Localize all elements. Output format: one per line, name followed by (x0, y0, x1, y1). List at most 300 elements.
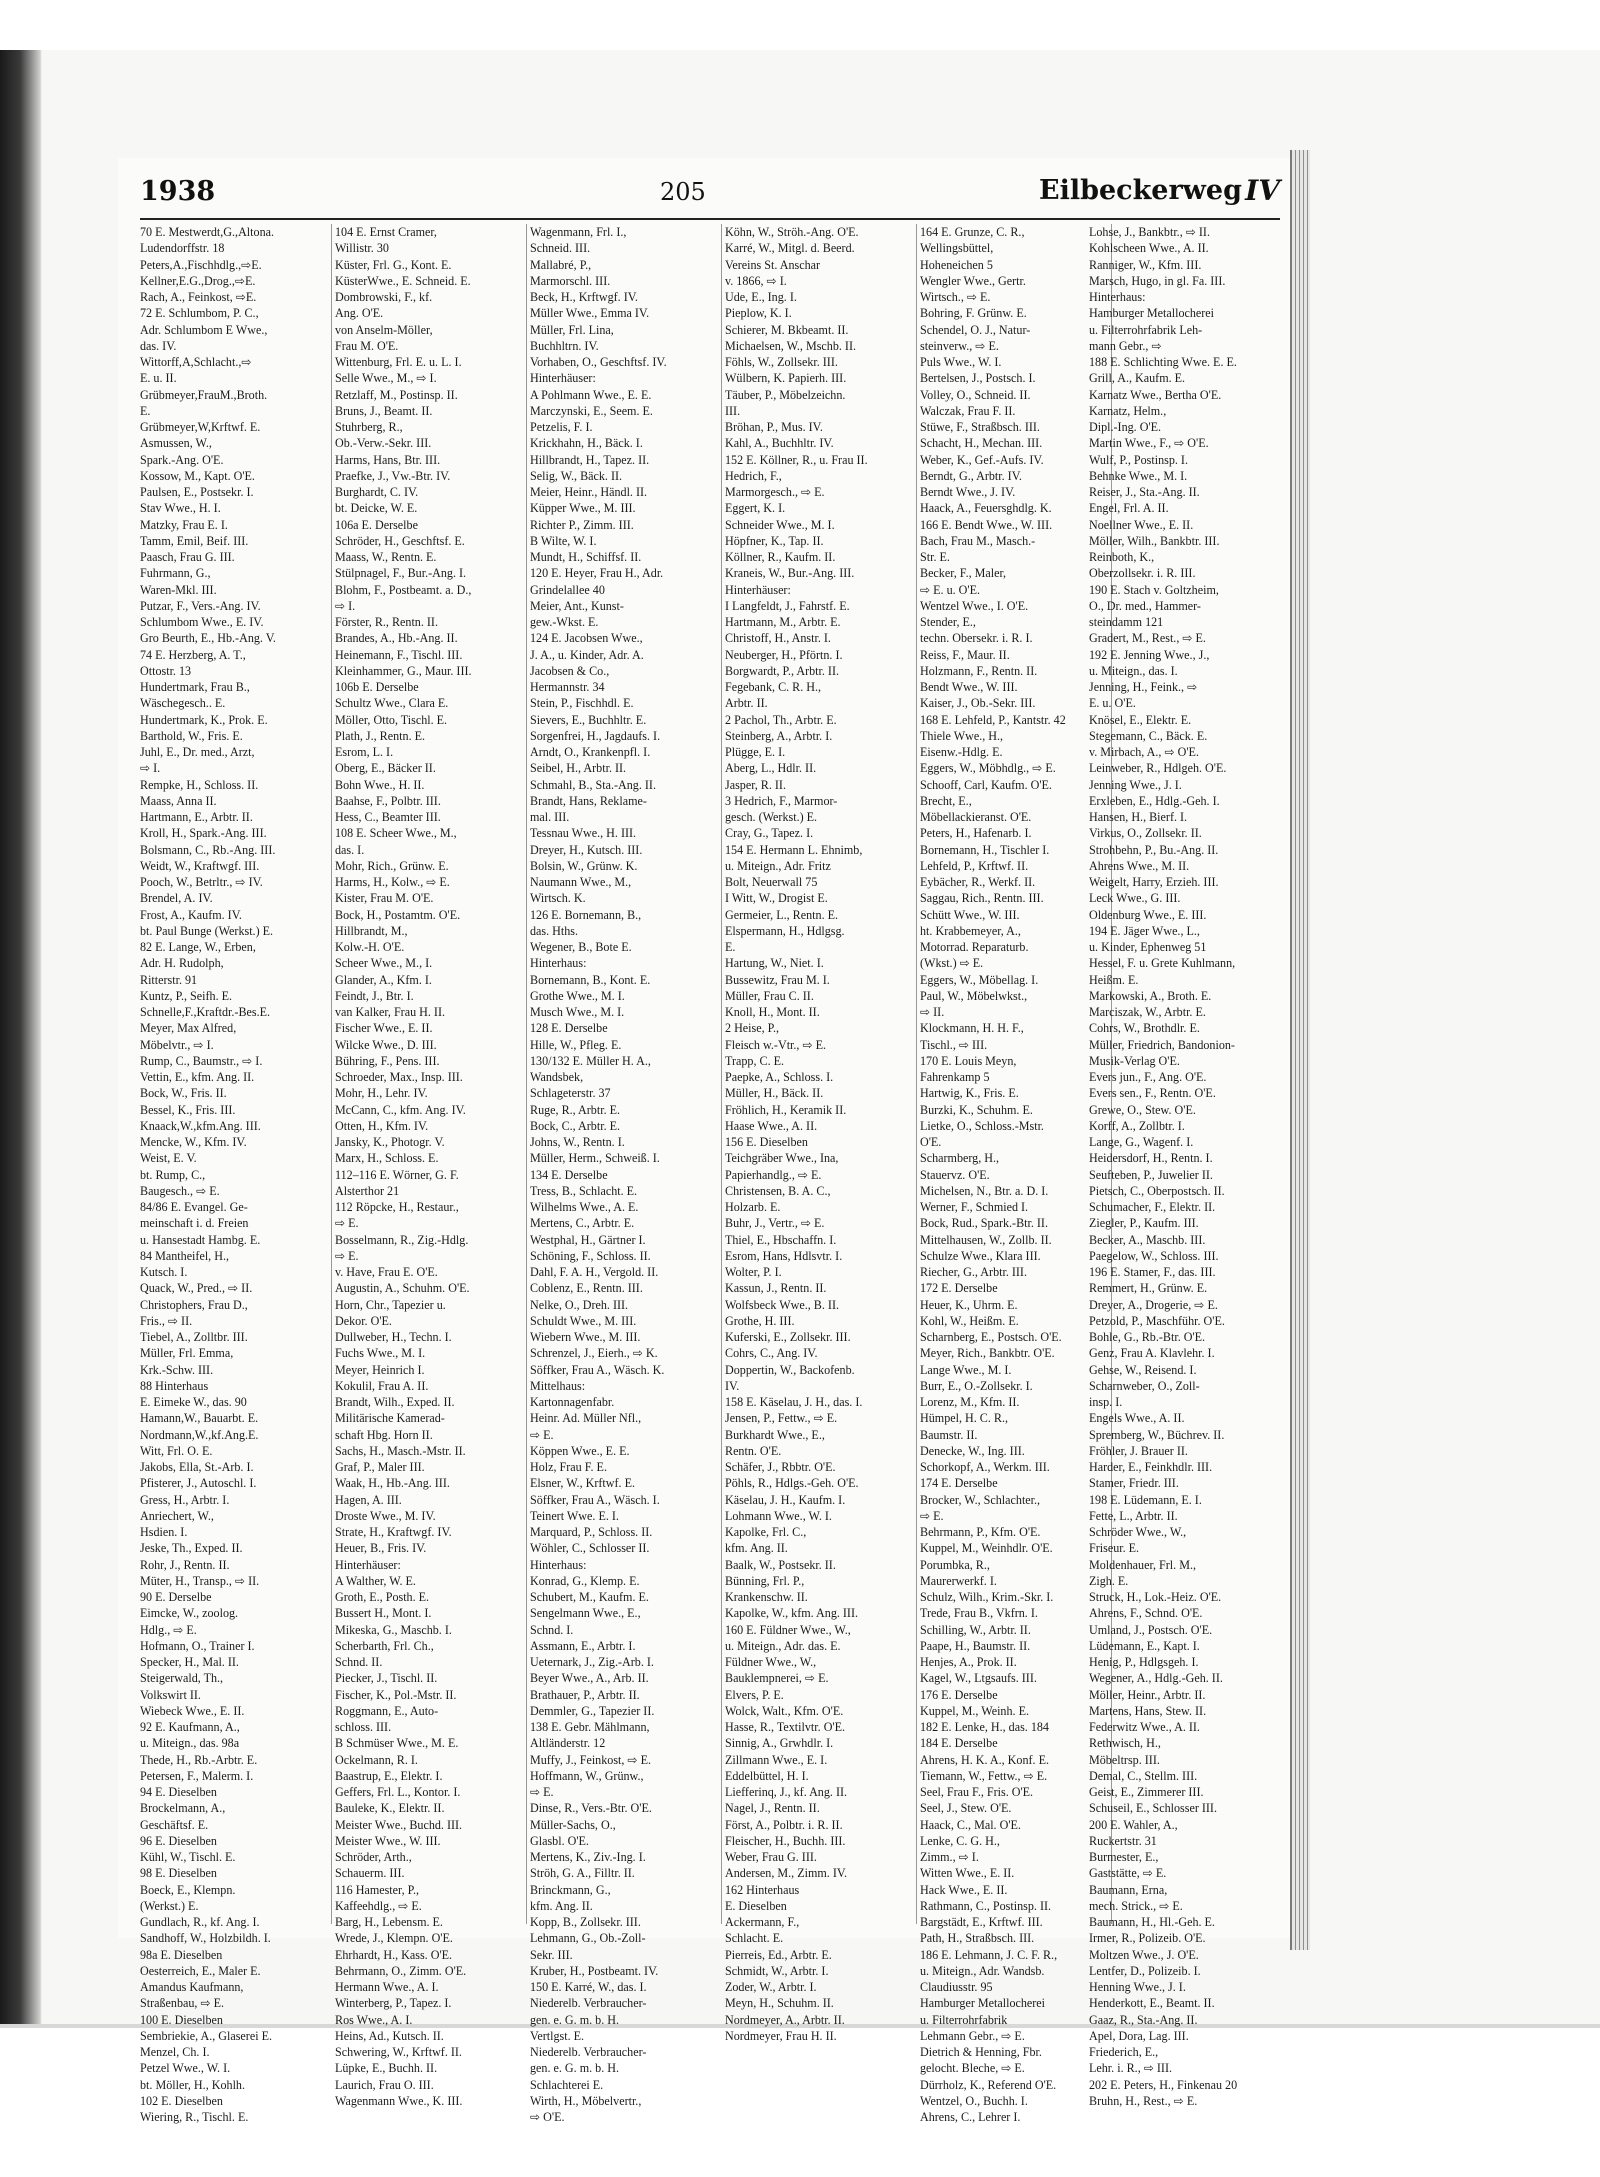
directory-line: Hinterhaus: (530, 956, 587, 971)
directory-line: Glasbl. O'E. (530, 1833, 589, 1848)
directory-line: Hinterhäuser: (725, 582, 791, 597)
directory-line: Stamer, Friedr. III. (1089, 1476, 1179, 1491)
directory-line: Hartung, W., Niet. I. (725, 956, 824, 971)
directory-line: Michaelsen, W., Mschb. II. (725, 338, 856, 353)
directory-line: Ruckertstr. 31 (1089, 1833, 1157, 1848)
directory-line: Aberg, L., Hdlr. II. (725, 761, 817, 776)
directory-line: Mencke, W., Kfm. IV. (140, 1135, 247, 1149)
directory-line: 108 E. Scheer Wwe., M., (335, 826, 457, 841)
directory-line: Müller, Herm., Schweiß. I. (530, 1151, 660, 1166)
directory-line: Dekor. O'E. (335, 1313, 392, 1328)
directory-line: Volkswirt II. (140, 1687, 201, 1702)
directory-line: Paegelow, W., Schloss. III. (1089, 1248, 1219, 1263)
directory-line: Becker, F., Maler, (920, 566, 1007, 581)
directory-line: Schütt Wwe., W. III. (920, 907, 1020, 922)
directory-line: 154 E. Hermann L. Ehnimb, (725, 842, 863, 857)
directory-line: Kaiser, J., Ob.-Sekr. III. (920, 696, 1036, 711)
directory-line: Kolw.-H. O'E. (335, 940, 405, 954)
directory-line: 152 E. Köllner, R., u. Frau II. (725, 452, 868, 467)
directory-line: A Walther, W. E. (335, 1573, 416, 1588)
directory-line: Vettin, E., kfm. Ang. II. (140, 1070, 255, 1084)
directory-line: Marquard, P., Schloss. II. (530, 1525, 653, 1539)
directory-line: Leinweber, R., Hdlgeh. O'E. (1089, 761, 1227, 776)
directory-line: Amandus Kaufmann, (140, 1980, 244, 1994)
directory-line: mech. Strick., ⇨ E. (1089, 1898, 1183, 1913)
directory-line: Muffy, J., Feinkost, ⇨ E. (530, 1752, 651, 1767)
directory-line: Dreyer, H., Kutsch. III. (530, 842, 643, 857)
directory-line: Rentn. O'E. (725, 1443, 782, 1458)
directory-line: Cray, G., Tapez. I. (725, 826, 814, 841)
directory-line: 128 E. Derselbe (530, 1021, 608, 1036)
directory-line: Ziegler, P., Kaufm. III. (1089, 1216, 1199, 1231)
directory-line: Dreyer, A., Drogerie, ⇨ E. (1089, 1297, 1218, 1312)
directory-line: Waak, H., Hb.-Ang. III. (335, 1476, 450, 1491)
directory-line: Küpper Wwe., M. III. (530, 501, 636, 516)
directory-line: Teinert Wwe. E. I. (530, 1508, 619, 1523)
directory-line: Harms, Hans, Btr. III. (335, 452, 441, 467)
directory-line: Weigelt, Harry, Erzieh. III. (1089, 875, 1219, 889)
directory-line: Putzar, F., Vers.-Ang. IV. (140, 598, 261, 613)
directory-line: Schröder, H., Geschftsf. E. (335, 533, 465, 548)
directory-line: Zoder, W., Arbtr. I. (725, 1980, 817, 1994)
directory-line: Hartwig, K., Fris. E. (920, 1086, 1019, 1101)
directory-line: mal. III. (530, 810, 570, 824)
directory-line: Müller, Frl. Lina, (530, 322, 614, 337)
directory-line: 98 E. Dieselben (140, 1866, 217, 1881)
directory-line: Droste Wwe., M. IV. (335, 1508, 436, 1523)
directory-line: Möller, Heinr., Arbtr. II. (1089, 1687, 1206, 1702)
directory-line: Schmahl, B., Sta.-Ang. II. (530, 777, 656, 792)
directory-line: Wulf, P., Postinsp. I. (1089, 452, 1188, 467)
directory-line: Kahl, A., Buchhltr. IV. (725, 436, 834, 451)
directory-line: Michelsen, N., Btr. a. D. I. (920, 1183, 1049, 1198)
directory-line: Thiel, E., Hbschaffn. I. (725, 1232, 837, 1247)
directory-line: E. u. II. (140, 371, 177, 386)
directory-line: 200 E. Wahler, A., (1089, 1817, 1178, 1832)
directory-line: Möbelvtr., ⇨ I. (140, 1037, 214, 1052)
directory-line: Petersen, F., Malerm. I. (140, 1768, 254, 1783)
directory-line: Marsch, Hugo, in gl. Fa. III. (1089, 273, 1226, 288)
directory-line: Henderkott, E., Beamt. II. (1089, 1996, 1215, 2011)
directory-line: Specker, H., Mal. II. (140, 1655, 239, 1669)
directory-line: Eimcke, W., zoolog. (140, 1606, 239, 1621)
directory-line: kfm. Ang. II. (530, 1898, 593, 1913)
directory-line: Paulsen, E., Postsekr. I. (140, 485, 254, 499)
directory-line: Hundertmark, Frau B., (140, 680, 250, 694)
directory-line: Burzki, K., Schuhm. E. (920, 1102, 1033, 1117)
directory-line: Fröhler, J. Brauer II. (1089, 1443, 1188, 1458)
directory-line: Baumstr. II. (920, 1427, 978, 1442)
directory-line: Möller, Otto, Tischl. E. (335, 712, 448, 727)
directory-line: Tamm, Emil, Beif. III. (140, 533, 249, 548)
directory-line: Gress, H., Arbtr. I. (140, 1492, 230, 1507)
directory-line: J. A., u. Kinder, Adr. A. (530, 647, 644, 662)
directory-line: Wülbern, K. Papierh. III. (725, 371, 847, 386)
directory-line: Hartmann, E., Arbtr. II. (140, 810, 253, 824)
directory-line: Oberzollsekr. i. R. III. (1089, 566, 1196, 581)
directory-line: Heißm. E. (1089, 972, 1139, 987)
directory-line: Baahse, F., Polbtr. III. (335, 793, 441, 808)
directory-line: Köhn, W., Ströh.-Ang. O'E. (725, 225, 859, 239)
directory-line: Seel, J., Stew. O'E. (920, 1801, 1012, 1816)
directory-line: 172 E. Derselbe (920, 1281, 998, 1296)
directory-line: Weber, Frau G. III. (725, 1850, 817, 1864)
directory-line: Sachs, H., Masch.-Mstr. II. (335, 1443, 466, 1458)
directory-line: 188 E. Schlichting Wwe. E. E. (1089, 355, 1237, 369)
directory-line: Buchhltrn. IV. (530, 338, 599, 353)
directory-line: bt. Paul Bunge (Werkst.) E. (140, 923, 274, 938)
directory-line: Ahrens, F., Schnd. O'E. (1089, 1606, 1203, 1621)
directory-line: Hack Wwe., E. II. (920, 1882, 1008, 1897)
directory-line: Schäfer, J., Rbbtr. O'E. (725, 1460, 836, 1474)
directory-line: Hasse, R., Textilvtr. O'E. (725, 1720, 846, 1734)
directory-line: Pfisterer, J., Autoschl. I. (140, 1476, 257, 1491)
directory-line: Bock, H., Postamtm. O'E. (335, 907, 461, 922)
directory-line: Leck Wwe., G. III. (1089, 891, 1181, 906)
directory-line: Reiss, F., Maur. II. (920, 647, 1010, 662)
directory-line: Plügge, E. I. (725, 745, 786, 759)
directory-line: Piecker, J., Tischl. II. (335, 1671, 438, 1686)
directory-line: Schröder Wwe., W., (1089, 1525, 1187, 1539)
directory-line: Täuber, P., Möbelzeichn. (725, 387, 846, 402)
directory-line: Schulze Wwe., Klara III. (920, 1248, 1041, 1263)
directory-line: Behrmann, P., Kfm. O'E. (920, 1525, 1041, 1539)
directory-line: Hinterhäuser: (335, 1557, 401, 1572)
directory-line: Kühl, W., Tischl. E. (140, 1850, 236, 1864)
directory-line: Krickhahn, H., Bäck. I. (530, 436, 643, 451)
directory-line: Baalk, W., Postsekr. II. (725, 1557, 836, 1572)
directory-line: Horn, Chr., Tapezier u. (335, 1297, 446, 1312)
directory-line: Petzelis, F. I. (530, 420, 593, 434)
directory-line: Maass, Anna II. (140, 793, 217, 808)
directory-line: 124 E. Jacobsen Wwe., (530, 631, 643, 646)
directory-line: Bolsin, W., Grünw. K. (530, 858, 638, 873)
directory-line: Schlumbom Wwe., E. IV. (140, 615, 264, 629)
directory-line: ⇨ E. (530, 1427, 554, 1442)
directory-line: Wolck, Walt., Kfm. O'E. (725, 1703, 844, 1718)
directory-line: bt. Deicke, W. E. (335, 501, 418, 516)
directory-line: Bock, Rud., Spark.-Btr. II. (920, 1216, 1048, 1231)
directory-line: Glander, A., Kfm. I. (335, 972, 432, 987)
directory-line: Steigerwald, Th., (140, 1671, 224, 1686)
directory-line: Scharmberg, H., (920, 1151, 1000, 1166)
directory-line: Berndt, G., Arbtr. IV. (920, 468, 1022, 483)
directory-line: Ockelmann, R. I. (335, 1752, 418, 1767)
directory-line: Lange, G., Wagenf. I. (1089, 1135, 1194, 1149)
directory-line: E. Eimeke W., das. 90 (140, 1395, 247, 1409)
directory-line: Schrenzel, J., Eierh., ⇨ K. (530, 1346, 658, 1361)
directory-line: Hessel, F. u. Grete Kuhlmann, (1089, 956, 1236, 971)
directory-line: Frau M. O'E. (335, 338, 399, 353)
directory-line: Sinnig, A., Grwhdlr. I. (725, 1736, 834, 1751)
directory-line: 184 E. Derselbe (920, 1736, 998, 1751)
directory-line: Peters,A.,Fischhdlg.,⇨E. (140, 257, 262, 272)
directory-line: Sorgenfrei, H., Jagdaufs. I. (530, 728, 661, 743)
directory-line: Laurich, Frau O. III. (335, 2077, 434, 2092)
directory-line: Hamburger Metallocherei (920, 1996, 1046, 2011)
directory-line: Scherbarth, Frl. Ch., (335, 1638, 434, 1653)
directory-line: Feindt, J., Btr. I. (335, 988, 414, 1003)
directory-line: 116 Hamester, P., (335, 1882, 420, 1897)
directory-line: gelocht. Bleche, ⇨ E. (920, 2061, 1025, 2076)
directory-line: Wolfsbeck Wwe., B. II. (725, 1297, 839, 1312)
directory-line: u. Miteign., das. I. (1089, 663, 1178, 678)
directory-line: Hümpel, H. C. R., (920, 1411, 1009, 1426)
directory-line: Seel, Frau F., Fris. O'E. (920, 1785, 1034, 1799)
directory-line: Lehr. i. R., ⇨ III. (1089, 2061, 1173, 2076)
directory-line: Ahrens Wwe., M. II. (1089, 858, 1190, 873)
directory-line: Spark.-Ang. O'E. (140, 452, 224, 467)
directory-line: Kruber, H., Postbeamt. IV. (530, 1963, 659, 1978)
directory-line: Meyer, Heinrich I. (335, 1362, 425, 1377)
directory-line: van Kalker, Frau H. II. (335, 1005, 446, 1019)
directory-line: O., Dr. med., Hammer- (1089, 598, 1201, 613)
directory-line: Wiebern Wwe., M. III. (530, 1330, 641, 1344)
directory-line: Korff, A., Zollbtr. I. (1089, 1118, 1185, 1133)
directory-line: Grothe, H. III. (725, 1313, 795, 1328)
directory-line: III. (725, 403, 741, 418)
directory-line: Krankenschw. II. (725, 1590, 808, 1604)
street-title: Eilbeckerweg (1038, 175, 1242, 206)
column-4 (725, 224, 911, 2044)
directory-line: Bessel, K., Fris. III. (140, 1102, 236, 1117)
directory-line: Fahrenkamp 5 (920, 1070, 990, 1084)
directory-line: Holz, Frau F. E. (530, 1460, 607, 1474)
directory-line: Plath, J., Rentn. E. (335, 728, 426, 743)
directory-line: Jansky, K., Photogr. V. (335, 1135, 445, 1149)
directory-line: Schlacht. E. (725, 1931, 784, 1946)
directory-line: Stender, E., (920, 615, 976, 629)
directory-line: techn. Obersekr. i. R. I. (920, 631, 1033, 646)
directory-line: Scheer Wwe., M., I. (335, 956, 433, 971)
directory-line: Niederelb. Verbraucher- (530, 2045, 647, 2059)
directory-line: Grübmeyer,W,Krftwf. E. (140, 420, 261, 434)
directory-line: Zimm., ⇨ I. (920, 1850, 979, 1864)
directory-line: 174 E. Derselbe (920, 1476, 998, 1491)
directory-line: Saggau, Rich., Rentn. III. (920, 891, 1044, 906)
directory-line: ⇨ I. (335, 598, 356, 613)
directory-line: Vertlgst. E. (530, 2028, 585, 2043)
directory-line: 138 E. Gebr. Mählmann, (530, 1720, 650, 1734)
directory-line: (Werkst.) E. (140, 1898, 199, 1913)
directory-line: Brockelmann, A., (140, 1801, 226, 1816)
directory-line: Bussewitz, Frau M. I. (725, 972, 830, 987)
directory-line: Schröder, Arth., (335, 1850, 412, 1864)
directory-line: Haase Wwe., A. II. (725, 1118, 818, 1133)
directory-line: Karré, W., Mitgl. d. Beerd. (725, 241, 855, 256)
directory-line: Puls Wwe., W. I. (920, 355, 1002, 369)
directory-line: 150 E. Karré, W., das. I. (530, 1980, 647, 1994)
directory-line: Dietrich & Henning, Fbr. (920, 2045, 1042, 2059)
directory-line: u. Filterrohrfabrik (920, 2012, 1008, 2027)
directory-line: Lietke, O., Schloss.-Mstr. (920, 1118, 1044, 1133)
directory-line: 112 Röpcke, H., Restaur., (335, 1200, 459, 1214)
directory-line: Trede, Frau B., Vkfrn. I. (920, 1606, 1038, 1621)
directory-line: Selle Wwe., M., ⇨ I. (335, 371, 437, 386)
directory-line: E. u. O'E. (1089, 696, 1136, 711)
column-1 (140, 224, 326, 2125)
directory-line: Denecke, W., Ing. III. (920, 1443, 1025, 1458)
directory-line: Baugesch., ⇨ E. (140, 1183, 220, 1198)
directory-line: gesch. (Werkst.) E. (725, 810, 818, 824)
directory-line: Meister Wwe., W. III. (335, 1833, 441, 1848)
directory-line: Ottostr. 13 (140, 663, 192, 678)
column-2 (335, 224, 521, 2109)
directory-line: meinschaft i. d. Freien (140, 1216, 249, 1231)
directory-line: Christophers, Frau D., (140, 1297, 248, 1312)
directory-line: Ueternark, J., Zig.-Arb. I. (530, 1655, 654, 1669)
directory-line: Bendt Wwe., W. III. (920, 680, 1018, 694)
directory-line: Knösel, E., Elektr. E. (1089, 712, 1192, 727)
directory-line: Behrmann, O., Zimm. O'E. (335, 1963, 467, 1978)
directory-line: Klockmann, H. H. F., (920, 1021, 1024, 1036)
directory-line: Niederelb. Verbraucher- (530, 1996, 647, 2011)
directory-line: Bruhn, H., Rest., ⇨ E. (1089, 2093, 1198, 2108)
directory-line: Hsdien. I. (140, 1525, 188, 1539)
directory-line: Moltzen Wwe., J. O'E. (1089, 1947, 1199, 1962)
directory-line: Sekr. III. (530, 1947, 573, 1962)
directory-line: Dipl.-Ing. O'E. (1089, 420, 1162, 434)
column-6 (1089, 224, 1279, 2109)
directory-line: das. IV. (140, 338, 177, 353)
directory-line: Müller Wwe., Emma IV. (530, 306, 650, 321)
directory-line: Nordmeyer, Frau H. II. (725, 2028, 837, 2043)
directory-line: 134 E. Derselbe (530, 1167, 608, 1182)
directory-line: Bohn Wwe., H. II. (335, 777, 425, 792)
directory-line: Hundertmark, K., Prok. E. (140, 712, 268, 727)
directory-line: Selig, W., Bäck. II. (530, 468, 623, 483)
directory-line: 104 E. Ernst Cramer, (335, 225, 437, 239)
directory-line: Engel, Frl. A. II. (1089, 501, 1169, 516)
directory-line: Barg, H., Lebensm. E. (335, 1915, 443, 1929)
directory-line: 84 Mantheifel, H., (140, 1248, 230, 1263)
directory-line: 158 E. Käselau, J. H., das. I. (725, 1395, 863, 1409)
directory-line: Lüpke, E., Buchh. II. (335, 2061, 438, 2076)
directory-line: Wolter, P. I. (725, 1265, 782, 1279)
directory-line: ⇨ E. (335, 1248, 359, 1263)
directory-line: Engels Wwe., A. II. (1089, 1411, 1185, 1426)
directory-line: das. Hths. (530, 923, 579, 938)
directory-line: Tischl., ⇨ III. (920, 1037, 988, 1052)
directory-line: Ritterstr. 91 (140, 972, 198, 987)
directory-line: Jasper, R. II. (725, 777, 786, 792)
directory-line: Claudiusstr. 95 (920, 1980, 993, 1994)
directory-line: Arbtr. II. (725, 696, 768, 711)
directory-line: Ackermann, F., (725, 1915, 800, 1929)
directory-line: Neuberger, H., Pförtn. I. (725, 647, 843, 662)
directory-line: Evers sen., F., Rentn. O'E. (1089, 1086, 1216, 1101)
directory-line: Menzel, Ch. I. (140, 2045, 210, 2059)
directory-line: Wagenmann Wwe., K. III. (335, 2093, 463, 2108)
directory-line: Moldenhauer, Frl. M., (1089, 1557, 1197, 1572)
directory-line: Lange Wwe., M. I. (920, 1362, 1012, 1377)
directory-line: Wegener, A., Hdlg.-Geh. II. (1089, 1671, 1223, 1686)
directory-line: Schorkopf, A., Werkm. III. (920, 1460, 1050, 1474)
directory-line: Schneid. III. (530, 241, 591, 256)
directory-line: Matzky, Frau E. I. (140, 517, 228, 532)
directory-line: bt. Möller, H., Kohlh. (140, 2077, 245, 2092)
directory-line: 198 E. Lüdemann, E. I. (1089, 1492, 1202, 1507)
directory-line: Förster, R., Rentn. II. (335, 615, 438, 629)
directory-line: Baumann, H., Hl.-Geh. E. (1089, 1915, 1215, 1929)
directory-line: Tress, B., Schlacht. E. (530, 1183, 638, 1198)
directory-line: Fischer, K., Pol.-Mstr. II. (335, 1687, 457, 1702)
directory-line: Wagenmann, Frl. I., (530, 225, 627, 239)
directory-line: Martin Wwe., F., ⇨ O'E. (1089, 436, 1209, 451)
page-edges (1290, 150, 1310, 1950)
directory-line: Naumann Wwe., M., (530, 875, 632, 889)
directory-line: Lorenz, M., Kfm. II. (920, 1395, 1020, 1409)
directory-line: Hermann Wwe., A. I. (335, 1980, 439, 1994)
directory-line: Jacobsen & Co., (530, 663, 610, 678)
directory-line: Buhr, J., Vertr., ⇨ E. (725, 1216, 825, 1231)
directory-line: Kohl, W., Heißm. E. (920, 1313, 1019, 1328)
directory-line: 164 E. Grunze, C. R., (920, 225, 1025, 239)
directory-line: 2 Heise, P., (725, 1021, 780, 1036)
directory-line: 106b E. Derselbe (335, 680, 419, 694)
directory-line: Karnatz, Helm., (1089, 403, 1167, 418)
directory-line: Geschäftsf. E. (140, 1817, 209, 1832)
directory-line: mann Gebr., ⇨ (1089, 338, 1162, 353)
directory-line: Retzlaff, M., Postinsp. II. (335, 387, 458, 402)
directory-line: Bussert H., Mont. I. (335, 1606, 432, 1621)
directory-line: Bohring, F. Grünw. E. (920, 306, 1027, 321)
directory-line: Musik-Verlag O'E. (1089, 1053, 1180, 1068)
directory-line: Wandsbek, (530, 1070, 584, 1084)
directory-line: Walczak, Frau F. II. (920, 403, 1016, 418)
directory-line: Wittorff,A,Schlacht.,⇨ (140, 355, 252, 369)
directory-line: 112–116 E. Wörner, G. F. (335, 1167, 459, 1182)
directory-line: u. Filterrohrfabrik Leh- (1089, 322, 1203, 337)
directory-line: u. Kinder, Ephenweg 51 (1089, 940, 1207, 954)
directory-line: Lohse, J., Bankbtr., ⇨ II. (1089, 225, 1210, 239)
directory-line: Mertens, C., Arbtr. E. (530, 1216, 635, 1231)
directory-line: insp. I. (1089, 1395, 1123, 1409)
directory-line: Hoheneichen 5 (920, 257, 993, 272)
directory-line: Pietsch, C., Oberpostsch. II. (1089, 1183, 1225, 1198)
directory-line: Pooch, W., Betrltr., ⇨ IV. (140, 875, 263, 889)
directory-line: Grindelallee 40 (530, 582, 605, 597)
directory-line: (Wkst.) ⇨ E. (920, 956, 984, 971)
directory-line: 156 E. Dieselben (725, 1135, 808, 1149)
directory-line: Tiebel, A., Zolltbr. III. (140, 1330, 248, 1344)
directory-line: E. Dieselben (725, 1898, 787, 1913)
directory-line: Demal, C., Stellm. III. (1089, 1768, 1198, 1783)
directory-line: Bühring, F., Pens. III. (335, 1053, 440, 1068)
directory-line: Erxleben, E., Hdlg.-Geh. I. (1089, 793, 1220, 808)
directory-line: 182 E. Lenke, H., das. 184 (920, 1720, 1049, 1734)
directory-line: Füldner Wwe., W., (725, 1655, 817, 1669)
directory-line: Becker, A., Maschb. III. (1089, 1232, 1206, 1247)
directory-line: Eddelbüttel, H. I. (725, 1768, 809, 1783)
directory-line: 162 Hinterhaus (725, 1882, 800, 1897)
directory-line: Seibel, H., Arbtr. II. (530, 761, 627, 776)
directory-line: Ruge, R., Arbtr. E. (530, 1102, 621, 1117)
directory-line: Christoff, H., Anstr. I. (725, 631, 831, 646)
directory-line: Wentzel Wwe., I. O'E. (920, 598, 1029, 613)
directory-line: Str. E. (920, 550, 950, 564)
directory-line: Kaffeehdlg., ⇨ E. (335, 1898, 422, 1913)
directory-line: Kroll, H., Spark.-Ang. III. (140, 826, 267, 841)
directory-line: Hofmann, O., Trainer I. (140, 1638, 255, 1653)
directory-line: Reinboth, K., (1089, 550, 1155, 564)
directory-line: Gaststätte, ⇨ E. (1089, 1866, 1167, 1881)
directory-line: Kapolke, W., kfm. Ang. III. (725, 1606, 859, 1621)
directory-line: Wellingsbüttel, (920, 241, 994, 256)
directory-line: Scharnberg, E., Postsch. O'E. (920, 1330, 1062, 1344)
directory-line: Kellner,E.G.,Drog.,⇨E. (140, 273, 256, 288)
directory-line: Bruns, J., Beamt. II. (335, 403, 433, 418)
